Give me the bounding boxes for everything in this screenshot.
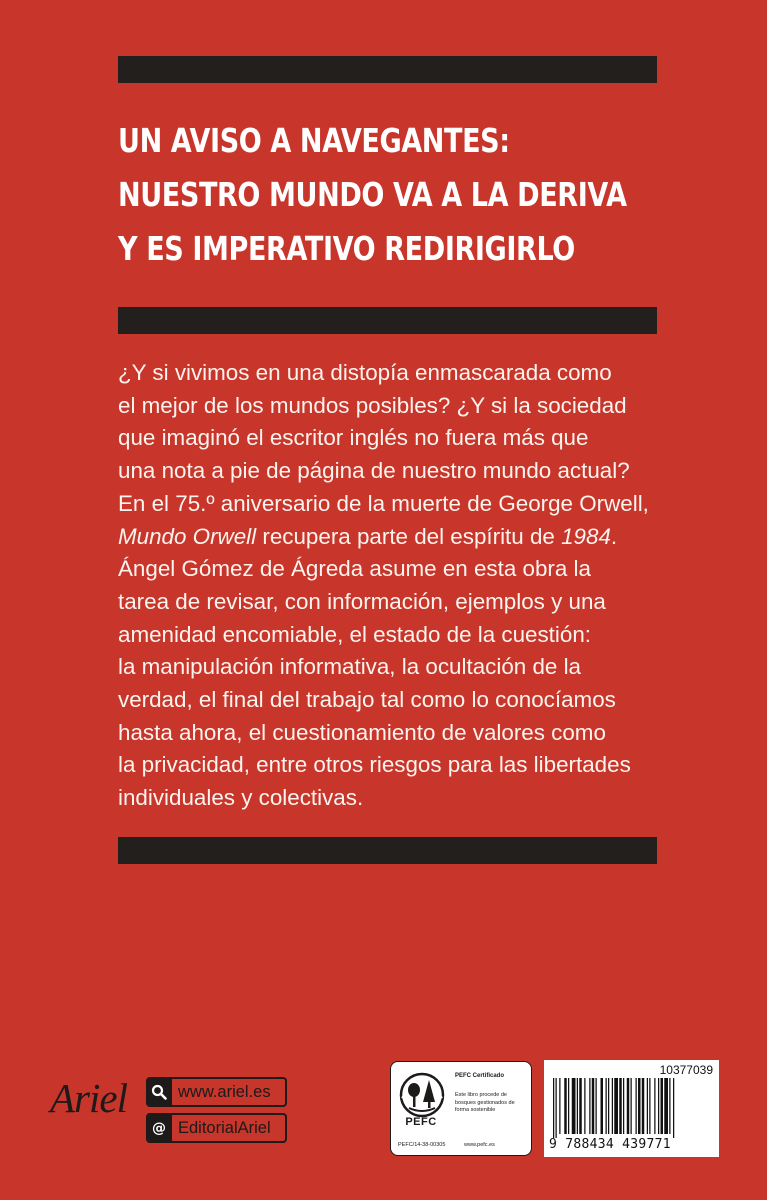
barcode-bar [584, 1078, 585, 1134]
blurb-line [118, 521, 678, 554]
barcode-bar [601, 1078, 604, 1134]
barcode-bar [638, 1078, 641, 1134]
blurb-line: individuales y colectivas. [118, 785, 364, 811]
barcode-bar [606, 1078, 607, 1134]
search-icon [146, 1077, 172, 1107]
barcode-bar [654, 1078, 655, 1134]
barcode-bar [619, 1078, 622, 1134]
barcode-bar [559, 1078, 560, 1134]
barcode-bar [608, 1078, 609, 1134]
headline-line-2: NUESTRO MUNDO VA A LA DERIVA [118, 175, 627, 214]
blurb-fragment: recupera parte del espíritu de [256, 523, 562, 549]
barcode-bar [627, 1078, 630, 1134]
barcode-bar [589, 1078, 590, 1134]
book-title: Mundo Orwell [118, 523, 257, 549]
orwell-title: 1984 [561, 523, 611, 549]
barcode-bar [592, 1078, 595, 1134]
blurb-line: verdad, el final del trabajo tal como lo conocíamos [118, 687, 616, 713]
blurb-line: Ángel Gómez de Ágreda asume en esta obra la [118, 556, 591, 582]
blurb-line: el mejor de los mundos posibles? ¿Y si la sociedad [118, 392, 627, 418]
pefc-code: PEFC/14-38-00305 [398, 1142, 446, 1148]
barcode-bar [614, 1078, 618, 1134]
barcode-bar [564, 1078, 567, 1134]
isbn-barcode [544, 1060, 719, 1157]
barcode-bar [664, 1078, 668, 1134]
website-link[interactable] [146, 1077, 287, 1107]
blurb-line: En el 75.º aniversario de la muerte de George Orwell, [118, 490, 649, 516]
blurb-line: la manipulación informativa, la ocultación de la [118, 654, 581, 680]
barcode-bar [579, 1078, 582, 1134]
barcode-bar [631, 1078, 632, 1134]
blurb-line: hasta ahora, el cuestionamiento de valores como [118, 719, 606, 745]
barcode-bar [673, 1078, 674, 1138]
barcode-bar [669, 1078, 670, 1134]
pefc-description: Este libro procede de bosques gestionados de forma sostenible [455, 1092, 515, 1113]
barcode-bar [556, 1078, 557, 1138]
barcode-bar [568, 1078, 569, 1134]
middle-decorative-bar [118, 307, 657, 334]
barcode-bar [577, 1078, 578, 1134]
svg-text:@: @ [152, 1120, 166, 1136]
barcode-bar [596, 1078, 597, 1134]
barcode-bar [553, 1078, 554, 1138]
pefc-url: www.pefc.es [464, 1142, 495, 1148]
top-decorative-bar [118, 56, 657, 83]
blurb-line: amenidad encomiable, el estado de la cuestión: [118, 621, 592, 647]
blurb-fragment: . [610, 523, 618, 549]
at-icon [146, 1113, 172, 1143]
blurb-line: la privacidad, entre otros riesgos para las libertades [118, 752, 631, 778]
blurb-line: una nota a pie de página de nuestro mundo actual? [118, 458, 630, 484]
barcode-code-top: 10377039 [659, 1063, 713, 1077]
website-url: www.ariel.es [178, 1082, 271, 1101]
bottom-decorative-bar [118, 837, 657, 864]
barcode-bar [642, 1078, 645, 1134]
pefc-brand: PEFC [405, 1116, 437, 1128]
headline-line-3: Y ES IMPERATIVO REDIRIGIRLO [118, 229, 575, 268]
social-handle: EditorialAriel [178, 1118, 271, 1137]
blurb-line: que imaginó el escritor inglés no fuera más que [118, 425, 589, 451]
barcode-bar [661, 1078, 664, 1134]
pefc-certification-box [390, 1061, 532, 1156]
barcode-bar [612, 1078, 613, 1134]
ariel-logo: Ariel [50, 1075, 127, 1121]
headline-line-1: UN AVISO A NAVEGANTES: [118, 121, 510, 160]
blurb-text [118, 357, 678, 815]
pefc-title: PEFC Certificado [455, 1073, 505, 1079]
barcode-isbn-digits: 9 788434 439771 [549, 1137, 671, 1152]
barcode-bar [649, 1078, 650, 1134]
barcode-bars [551, 1078, 713, 1138]
social-handle-link[interactable] [146, 1113, 287, 1143]
barcode-bar [647, 1078, 648, 1134]
barcode-bar [636, 1078, 637, 1134]
headline [118, 114, 627, 276]
barcode-bar [623, 1078, 624, 1134]
barcode-bar [658, 1078, 659, 1134]
blurb-line: tarea de revisar, con información, ejemplos y una [118, 588, 606, 614]
blurb-line: ¿Y si vivimos en una distopía enmascarada como [118, 360, 612, 385]
barcode-bar [572, 1078, 576, 1134]
